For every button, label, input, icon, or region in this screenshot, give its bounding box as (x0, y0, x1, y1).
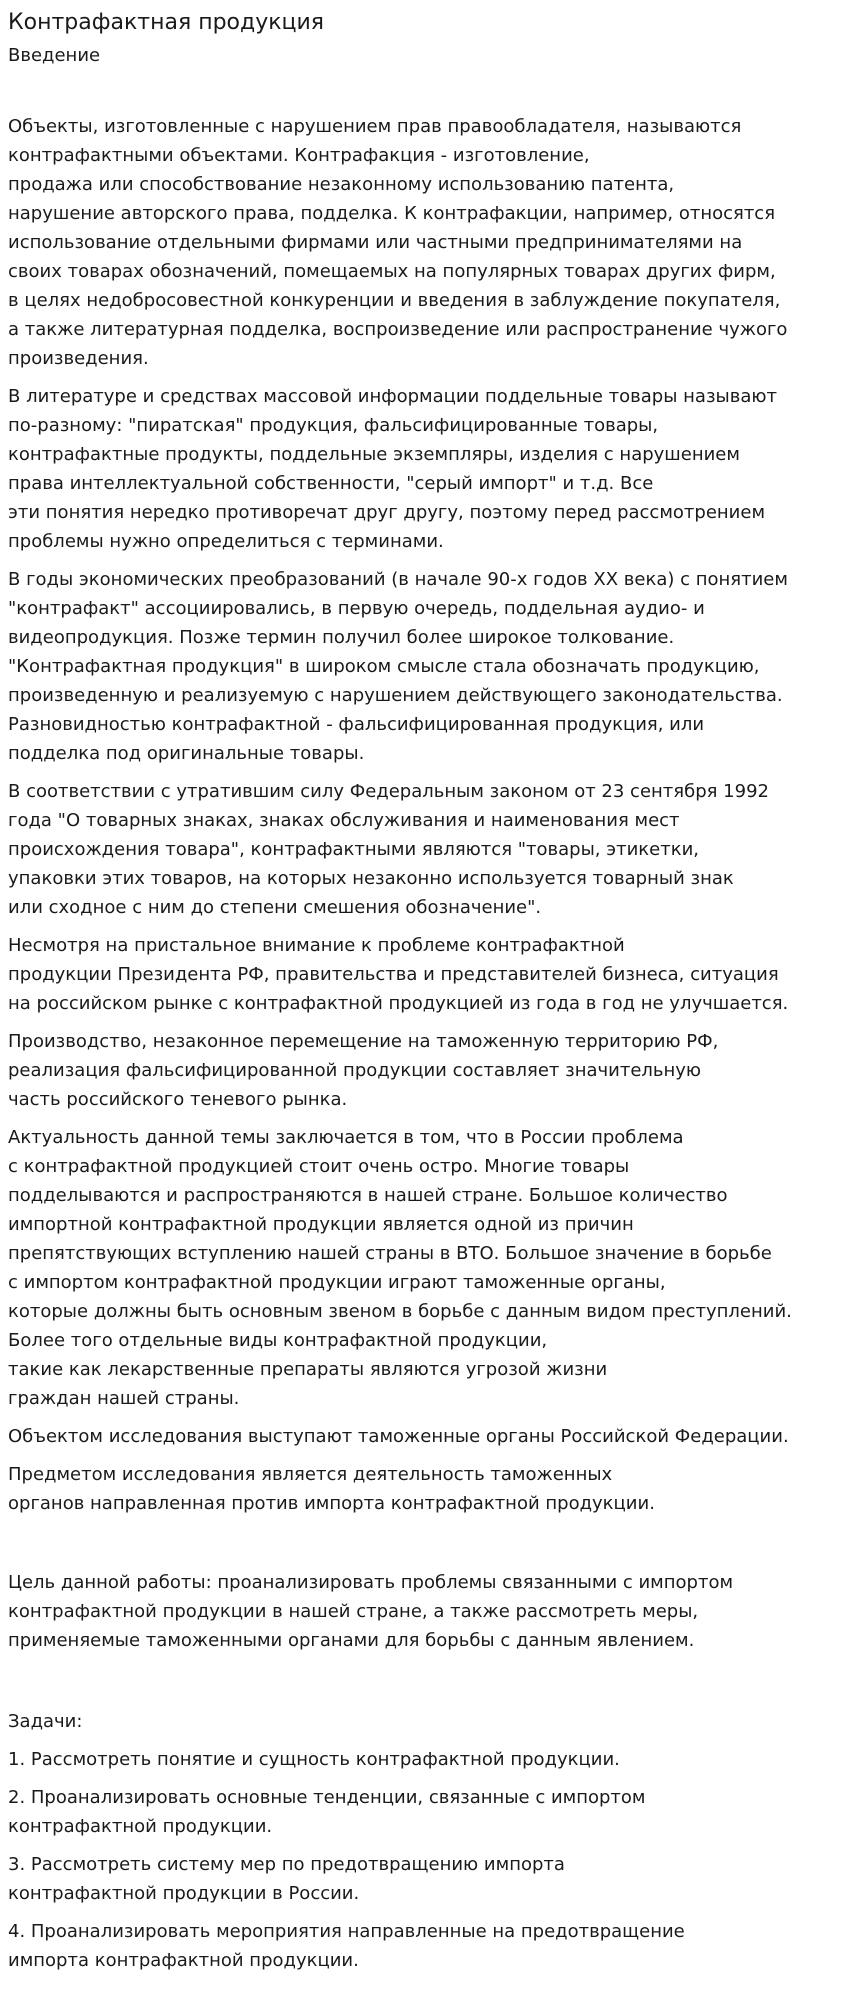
paragraph-6: Производство, незаконное перемещение на таможенную территорию РФ, реализация фальсифицированной продукции составляет значительную часть российского теневого рынка. (8, 1031, 719, 1110)
page-title: Контрафактная продукция (8, 10, 325, 35)
task-item-1: 1. Рассмотреть понятие и сущность контрафактной продукции. (8, 1749, 620, 1770)
paragraph-1: Объекты, изготовленные с нарушением прав правообладателя, называются контрафактными объектами. Контрафакция - изготовление, продажа или способствование незаконному использованию патента, нарушение авторского права, подделка. К контрафакции, например, относятся использование отдельными фирмами или частными предпринимателями на своих товарах обозначений, помещаемых на популярных товарах других фирм, в целях недобросовестной конкуренции и введения в заблуждение покупателя, а также литературная подделка, воспроизведение или распространение чужого произведения. (8, 116, 788, 369)
goal-paragraph: Цель данной работы: проанализировать проблемы связанными с импортом контрафактной продукции в нашей стране, а также рассмотреть меры, применяемые таможенными органами для борьбы с данным явлением. (8, 1572, 734, 1651)
task-item-2: 2. Проанализировать основные тенденции, связанные с импортом контрафактной продукции. (8, 1787, 646, 1837)
tasks-heading: Задачи: (8, 1711, 83, 1732)
paragraph-3: В годы экономических преобразований (в начале 90-х годов XX века) с понятием "контрафакт" ассоциировались, в первую очередь, поддельная аудио- и видеопродукция. Позже термин получил более широкое толкование. "Контрафактная продукция" в широком смысле стала обозначать продукцию, произведенную и реализуемую с нарушением действующего законодательства. Разновидностью контрафактной - фальсифицированная продукция, или подделка под оригинальные товары. (8, 569, 788, 764)
paragraph-2: В литературе и средствах массовой информации поддельные товары называют по-разному: "пиратская" продукция, фальсифицированные товары, контрафактные продукты, поддельные экземпляры, изделия с нарушением права интеллектуальной собственности, "серый импорт" и т.д. Все эти понятия нередко противоречат друг другу, поэтому перед рассмотрением проблемы нужно определиться с терминами. (8, 386, 778, 552)
task-item-3: 3. Рассмотреть систему мер по предотвращению импорта контрафактной продукции в России. (8, 1854, 565, 1904)
paragraph-9: Предметом исследования является деятельность таможенных органов направленная против импорта контрафактной продукции. (8, 1464, 655, 1514)
paragraph-4: В соответствии с утратившим силу Федеральным законом от 23 сентября 1992 года "О товарных знаках, знаках обслуживания и наименования мест происхождения товара", контрафактными являются "товары, этикетки, упаковки этих товаров, на которых незаконно используется товарный знак или сходное с ним до степени смешения обозначение". (8, 781, 769, 918)
paragraph-8: Объектом исследования выступают таможенные органы Российской Федерации. (8, 1426, 789, 1447)
paragraph-7: Актуальность данной темы заключается в том, что в России проблема с контрафактной продукцией стоит очень остро. Многие товары подделываются и распространяются в нашей стране. Большое количество импортной контрафактной продукции является одной из причин препятствующих вступлению нашей страны в ВТО. Большое значение в борьбе с импортом контрафактной продукции играют таможенные органы, которые должны быть основным звеном в борьбе с данным видом преступлений. Более того отдельные виды контрафактной продукции, такие как лекарственные препараты являются угрозой жизни граждан нашей страны. (8, 1127, 792, 1409)
paragraph-5: Несмотря на пристальное внимание к проблеме контрафактной продукции Президента РФ, правительства и представителей бизнеса, ситуация на российском рынке с контрафактной продукцией из года в год не улучшается. (8, 935, 789, 1014)
section-heading-introduction: Введение (8, 45, 101, 66)
task-item-4: 4. Проанализировать мероприятия направленные на предотвращение импорта контрафактной продукции. (8, 1921, 685, 1971)
